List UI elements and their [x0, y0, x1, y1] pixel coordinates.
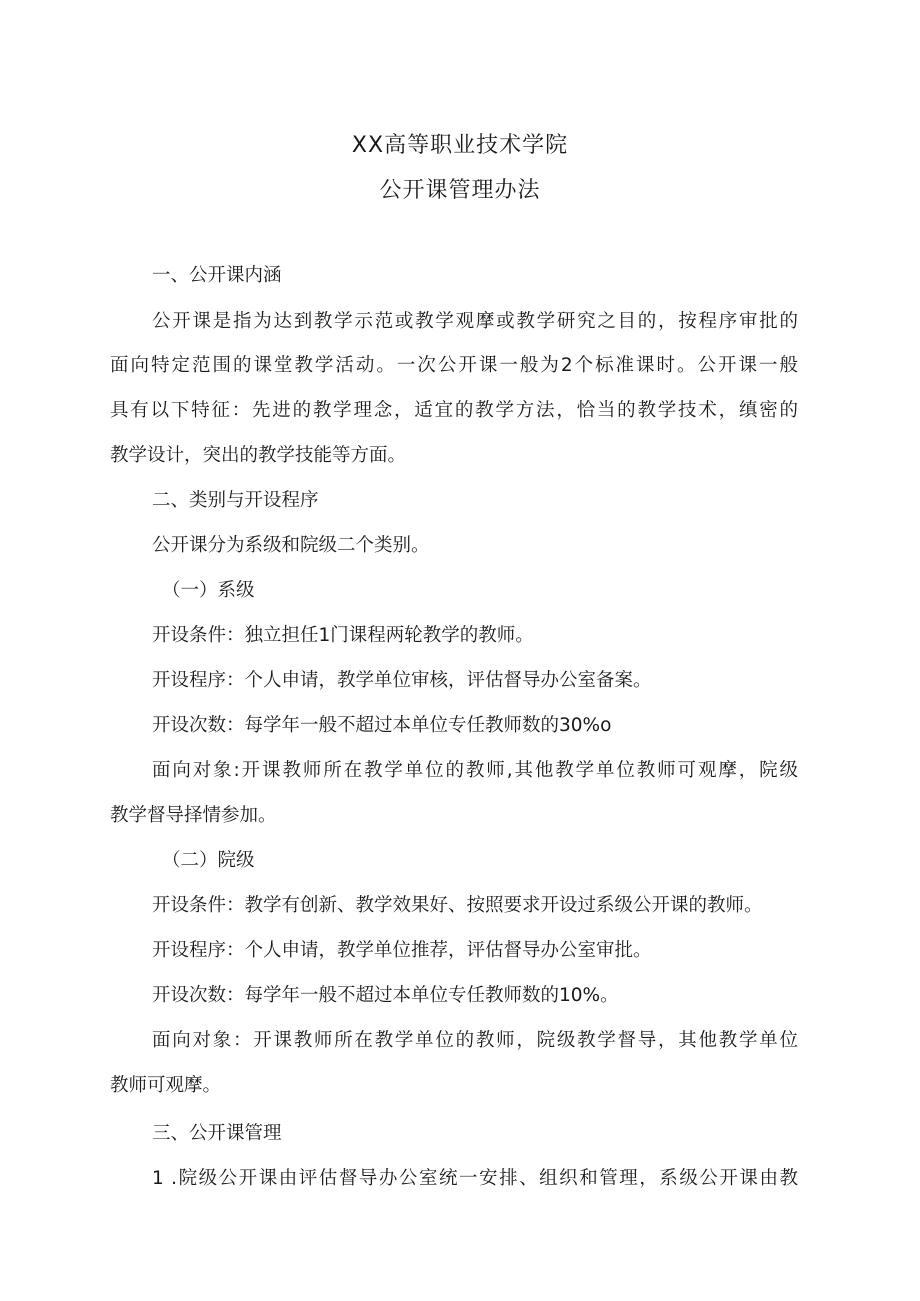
paragraph-line: 开设条件：教学有创新、教学效果好、按照要求开设过系级公开课的教师。	[152, 895, 763, 916]
paragraph-line: 开设次数：每学年一般不超过本单位专任教师数的10%。	[152, 985, 619, 1006]
paragraph-line: 开设条件：独立担任1门课程两轮教学的教师。	[152, 625, 534, 646]
paragraph-line: 公开课是指为达到教学示范或教学观摩或教学研究之目的，按程序审批的	[152, 311, 798, 332]
section-heading-3: 三、公开课管理	[152, 1123, 282, 1144]
document-title-regulation: 公开课管理办法	[379, 178, 541, 203]
paragraph-line: 面向特定范围的课堂教学活动。一次公开课一般为2个标准课时。公开课一般	[110, 355, 798, 376]
paragraph-line: 开设次数：每学年一般不超过本单位专任教师数的30%o	[152, 715, 612, 736]
paragraph-line: 开设程序：个人申请，教学单位推荐，评估督导办公室审批。	[152, 940, 652, 961]
paragraph-line: 面向对象:开课教师所在教学单位的教师,其他教学单位教师可观摩，院级	[152, 760, 798, 781]
subsection-heading-college: （二）院级	[162, 850, 255, 871]
paragraph-line: 公开课分为系级和院级二个类别。	[152, 535, 430, 556]
paragraph-line: 教师可观摩。	[110, 1075, 222, 1096]
subsection-heading-department: （一）系级	[162, 580, 255, 601]
paragraph-line: 教学设计，突出的教学技能等方面。	[110, 445, 407, 466]
section-heading-2: 二、类别与开设程序	[152, 490, 319, 511]
document-title-institution: XX高等职业技术学院	[351, 133, 569, 158]
paragraph-line: 具有以下特征：先进的教学理念，适宜的教学方法，恰当的教学技术，缜密的	[110, 400, 798, 421]
paragraph-line: 教学督导择情参加。	[110, 805, 277, 826]
paragraph-line: 1 .院级公开课由评估督导办公室统一安排、组织和管理，系级公开课由教	[152, 1168, 798, 1189]
paragraph-line: 开设程序：个人申请，教学单位审核，评估督导办公室备案。	[152, 670, 652, 691]
section-heading-1: 一、公开课内涵	[152, 265, 282, 286]
paragraph-line: 面向对象：开课教师所在教学单位的教师，院级教学督导，其他教学单位	[152, 1030, 798, 1051]
